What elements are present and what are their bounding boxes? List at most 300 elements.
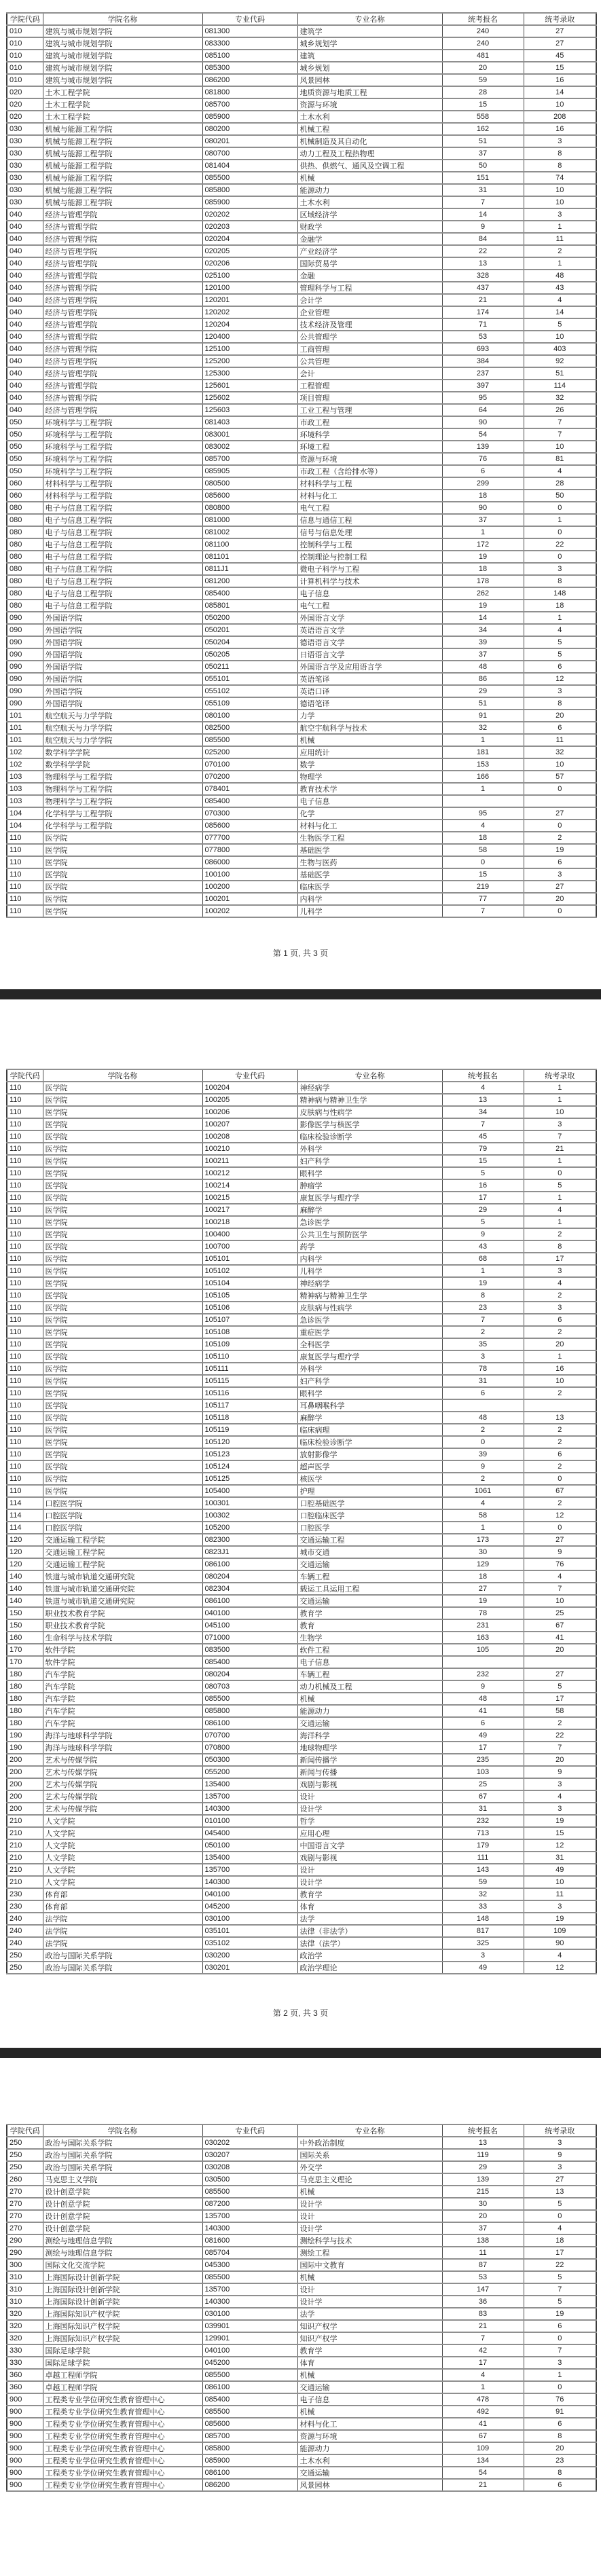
table-row [7, 1546, 596, 1558]
major-name-cell: 公共管理 [297, 355, 442, 367]
table-row [7, 1094, 596, 1106]
admitted-cell: 76 [524, 1558, 596, 1570]
table-row [7, 1350, 596, 1363]
college-name-cell: 国际足球学院 [43, 2344, 202, 2357]
admitted-cell: 21 [524, 1143, 596, 1155]
college-name-cell: 环境科学与工程学院 [43, 441, 202, 453]
applicants-cell: 5 [442, 1167, 524, 1179]
admitted-cell: 19 [524, 1913, 596, 1925]
major-name-cell: 财政学 [297, 221, 442, 233]
college-name-cell: 外国语学院 [43, 685, 202, 697]
table-row [7, 1473, 596, 1485]
applicants-cell: 9 [442, 221, 524, 233]
major-code-cell: 083500 [202, 1644, 297, 1656]
college-name-cell: 医学院 [43, 1399, 202, 1412]
table-row [7, 2210, 596, 2222]
applicants-cell: 22 [442, 245, 524, 257]
table-row [7, 257, 596, 270]
major-code-cell: 140300 [202, 2296, 297, 2308]
table-row [7, 294, 596, 306]
college-code-cell: 040 [7, 221, 43, 233]
table-row [7, 1448, 596, 1460]
major-code-cell: 085100 [202, 50, 297, 62]
college-code-cell: 040 [7, 294, 43, 306]
major-name-cell: 材料科学与工程 [297, 477, 442, 490]
major-code-cell: 045200 [202, 2357, 297, 2369]
college-name-cell: 外国语学院 [43, 697, 202, 710]
admitted-cell: 1 [524, 257, 596, 270]
applicants-cell: 2 [442, 1326, 524, 1338]
admitted-cell: 1 [524, 612, 596, 624]
major-name-cell: 核医学 [297, 1473, 442, 1485]
major-code-cell: 085900 [202, 196, 297, 208]
college-name-cell: 医学院 [43, 1302, 202, 1314]
admitted-cell: 15 [524, 1827, 596, 1839]
college-code-cell: 110 [7, 1302, 43, 1314]
major-name-cell: 车辆工程 [297, 1570, 442, 1583]
major-code-cell: 085905 [202, 465, 297, 477]
applicants-cell: 325 [442, 1937, 524, 1949]
admitted-cell: 4 [524, 294, 596, 306]
major-name-cell: 应用统计 [297, 746, 442, 758]
college-name-cell: 铁道与城市轨道交通研究院 [43, 1570, 202, 1583]
applicants-cell: 237 [442, 367, 524, 380]
major-code-cell: 105107 [202, 1314, 297, 1326]
table-row [7, 1705, 596, 1717]
table-row [7, 196, 596, 208]
table-row [7, 233, 596, 245]
college-code-cell: 104 [7, 820, 43, 832]
applicants-cell: 179 [442, 1839, 524, 1852]
major-code-cell: 085500 [202, 2271, 297, 2283]
admitted-cell: 1 [524, 221, 596, 233]
admitted-cell: 2 [524, 245, 596, 257]
college-code-cell: 110 [7, 1326, 43, 1338]
applicants-cell: 21 [442, 2320, 524, 2332]
college-name-cell: 电子与信息工程学院 [43, 575, 202, 587]
applicants-cell: 37 [442, 514, 524, 526]
admitted-cell: 7 [524, 1583, 596, 1595]
major-name-cell: 电气工程 [297, 502, 442, 514]
major-name-cell: 资源与环境 [297, 2430, 442, 2442]
admitted-cell: 6 [524, 2418, 596, 2430]
major-code-cell: 085300 [202, 62, 297, 74]
applicants-cell: 9 [442, 1680, 524, 1693]
major-code-cell: 070800 [202, 1742, 297, 1754]
major-name-cell: 动力机械及工程 [297, 1680, 442, 1693]
table-row [7, 465, 596, 477]
major-name-cell: 临床检验诊断学 [297, 1436, 442, 1448]
major-name-cell: 地球物理学 [297, 1742, 442, 1754]
college-name-cell: 医学院 [43, 1106, 202, 1118]
table-row [7, 1179, 596, 1192]
applicants-cell: 18 [442, 832, 524, 844]
admitted-cell: 41 [524, 1632, 596, 1644]
table-row [7, 2369, 596, 2381]
major-code-cell: 135400 [202, 1778, 297, 1790]
major-code-cell: 045400 [202, 1827, 297, 1839]
table-row [7, 2296, 596, 2308]
college-code-cell: 110 [7, 1289, 43, 1302]
admitted-cell: 14 [524, 306, 596, 318]
college-code-cell: 110 [7, 1167, 43, 1179]
table-row [7, 2234, 596, 2247]
college-code-cell: 080 [7, 551, 43, 563]
college-code-cell: 110 [7, 1363, 43, 1375]
major-code-cell: 083001 [202, 428, 297, 441]
college-name-cell: 职业技术教育学院 [43, 1607, 202, 1619]
applicants-cell: 39 [442, 636, 524, 648]
admitted-cell: 0 [524, 820, 596, 832]
major-code-cell: 085400 [202, 2393, 297, 2406]
applicants-cell: 31 [442, 184, 524, 196]
table-row [7, 1253, 596, 1265]
major-name-cell: 口腔临床医学 [297, 1509, 442, 1522]
admitted-cell: 10 [524, 184, 596, 196]
admitted-cell: 2 [524, 1228, 596, 1240]
admitted-cell: 32 [524, 392, 596, 404]
table-row [7, 367, 596, 380]
admitted-cell: 27 [524, 881, 596, 893]
college-name-cell: 医学院 [43, 881, 202, 893]
admitted-cell: 15 [524, 62, 596, 74]
admitted-cell: 5 [524, 2271, 596, 2283]
college-name-cell: 材料科学与工程学院 [43, 490, 202, 502]
admitted-cell: 8 [524, 1240, 596, 1253]
college-name-cell: 工程类专业学位研究生教育管理中心 [43, 2418, 202, 2430]
major-name-cell: 风景园林 [297, 2479, 442, 2491]
major-name-cell: 外国语言文学 [297, 612, 442, 624]
applicants-cell: 32 [442, 722, 524, 734]
college-name-cell: 经济与管理学院 [43, 318, 202, 331]
applicants-cell: 4 [442, 1497, 524, 1509]
major-name-cell: 土木水利 [297, 111, 442, 123]
applicants-cell: 14 [442, 208, 524, 221]
major-name-cell: 控制科学与工程 [297, 538, 442, 551]
college-code-cell: 900 [7, 2479, 43, 2491]
college-name-cell: 人文学院 [43, 1864, 202, 1876]
college-code-cell: 110 [7, 1106, 43, 1118]
applicants-cell: 78 [442, 1363, 524, 1375]
major-name-cell: 环境工程 [297, 441, 442, 453]
major-name-cell: 基础医学 [297, 868, 442, 881]
college-name-cell: 环境科学与工程学院 [43, 465, 202, 477]
applicants-cell: 384 [442, 355, 524, 367]
major-name-cell: 机械制造及其自动化 [297, 135, 442, 147]
table-row [7, 2442, 596, 2454]
table-row [7, 538, 596, 551]
applicants-cell: 7 [442, 2332, 524, 2344]
admitted-cell: 26 [524, 404, 596, 416]
college-code-cell: 010 [7, 37, 43, 50]
admitted-cell: 1 [524, 1155, 596, 1167]
applicants-cell: 54 [442, 2467, 524, 2479]
college-code-cell: 210 [7, 1876, 43, 1888]
table-row [7, 893, 596, 905]
admitted-cell [524, 1656, 596, 1668]
major-name-cell: 电子信息 [297, 795, 442, 807]
college-code-cell: 040 [7, 306, 43, 318]
admitted-cell: 2 [524, 1387, 596, 1399]
table-row [7, 612, 596, 624]
applicants-cell: 59 [442, 74, 524, 86]
applicants-cell: 95 [442, 807, 524, 820]
major-name-cell: 妇产科学 [297, 1375, 442, 1387]
major-name-cell: 物理学 [297, 771, 442, 783]
admitted-cell: 23 [524, 2454, 596, 2467]
table-row [7, 1583, 596, 1595]
major-name-cell: 机械 [297, 2186, 442, 2198]
college-code-cell: 270 [7, 2210, 43, 2222]
major-code-cell: 129901 [202, 2332, 297, 2344]
applicants-cell: 235 [442, 1754, 524, 1766]
major-name-cell: 动力工程及工程热物理 [297, 147, 442, 160]
college-name-cell: 医学院 [43, 905, 202, 917]
major-code-cell: 100212 [202, 1167, 297, 1179]
major-code-cell: 020206 [202, 257, 297, 270]
applicants-cell: 16 [442, 1179, 524, 1192]
college-name-cell: 医学院 [43, 1082, 202, 1094]
table-row [7, 1534, 596, 1546]
admitted-cell: 0 [524, 1473, 596, 1485]
major-name-cell: 能源动力 [297, 1705, 442, 1717]
major-name-cell: 城乡规划学 [297, 37, 442, 50]
college-code-cell: 102 [7, 758, 43, 771]
applicants-cell: 15 [442, 98, 524, 111]
major-code-cell: 086100 [202, 1595, 297, 1607]
admitted-cell: 17 [524, 1253, 596, 1265]
major-code-cell: 100210 [202, 1143, 297, 1155]
college-code-cell: 300 [7, 2259, 43, 2271]
college-name-cell: 法学院 [43, 1925, 202, 1937]
admitted-cell: 4 [524, 1570, 596, 1583]
college-code-cell: 040 [7, 392, 43, 404]
applicants-cell: 9 [442, 1460, 524, 1473]
table-row [7, 2430, 596, 2442]
applicants-cell: 41 [442, 2418, 524, 2430]
college-name-cell: 工程类专业学位研究生教育管理中心 [43, 2479, 202, 2491]
table-row [7, 2344, 596, 2357]
college-name-cell: 电子与信息工程学院 [43, 600, 202, 612]
college-code-cell: 210 [7, 1815, 43, 1827]
college-name-cell: 汽车学院 [43, 1717, 202, 1729]
column-header-1: 学院名称 [43, 13, 202, 25]
admitted-cell: 27 [524, 807, 596, 820]
college-code-cell: 040 [7, 355, 43, 367]
major-code-cell: 105115 [202, 1375, 297, 1387]
college-code-cell: 110 [7, 1143, 43, 1155]
applicants-cell [442, 1399, 524, 1412]
major-code-cell: 055102 [202, 685, 297, 697]
table-row [7, 868, 596, 881]
applicants-cell: 1 [442, 2381, 524, 2393]
applicants-cell: 299 [442, 477, 524, 490]
applicants-cell: 240 [442, 25, 524, 37]
college-name-cell: 物理科学与工程学院 [43, 771, 202, 783]
admitted-cell: 6 [524, 856, 596, 868]
college-code-cell: 240 [7, 1913, 43, 1925]
college-code-cell: 360 [7, 2369, 43, 2381]
major-name-cell: 土木水利 [297, 2454, 442, 2467]
major-code-cell: 100211 [202, 1155, 297, 1167]
table-row [7, 624, 596, 636]
major-code-cell: 083002 [202, 441, 297, 453]
college-code-cell: 090 [7, 648, 43, 661]
admitted-cell: 28 [524, 477, 596, 490]
major-name-cell: 金融 [297, 270, 442, 282]
major-name-cell: 机械 [297, 1693, 442, 1705]
college-code-cell: 010 [7, 74, 43, 86]
major-name-cell: 内科学 [297, 893, 442, 905]
table-row [7, 62, 596, 74]
college-code-cell: 080 [7, 526, 43, 538]
college-code-cell: 330 [7, 2344, 43, 2357]
applicants-cell: 437 [442, 282, 524, 294]
admitted-cell: 1 [524, 1082, 596, 1094]
college-code-cell: 090 [7, 612, 43, 624]
table-row [7, 1900, 596, 1913]
college-code-cell: 030 [7, 135, 43, 147]
major-code-cell: 120400 [202, 331, 297, 343]
college-name-cell: 经济与管理学院 [43, 221, 202, 233]
applicants-cell: 25 [442, 1778, 524, 1790]
applicants-cell: 103 [442, 1766, 524, 1778]
applicants-cell: 178 [442, 575, 524, 587]
admitted-cell: 0 [524, 526, 596, 538]
table-row [7, 1680, 596, 1693]
major-name-cell: 微电子科学与工程 [297, 563, 442, 575]
college-name-cell: 电子与信息工程学院 [43, 514, 202, 526]
admitted-cell: 19 [524, 844, 596, 856]
table-row [7, 1424, 596, 1436]
college-code-cell: 110 [7, 1412, 43, 1424]
major-name-cell: 儿科学 [297, 905, 442, 917]
table-row [7, 1485, 596, 1497]
admitted-cell: 1 [524, 2369, 596, 2381]
college-code-cell: 110 [7, 1448, 43, 1460]
applicants-cell: 48 [442, 1693, 524, 1705]
table-row [7, 844, 596, 856]
admitted-cell: 3 [524, 563, 596, 575]
admitted-cell: 16 [524, 74, 596, 86]
major-code-cell: 055200 [202, 1766, 297, 1778]
major-name-cell: 建筑学 [297, 25, 442, 37]
admitted-cell: 20 [524, 710, 596, 722]
major-name-cell: 机械 [297, 172, 442, 184]
college-name-cell: 外国语学院 [43, 661, 202, 673]
admitted-cell: 114 [524, 380, 596, 392]
table-row [7, 2271, 596, 2283]
table-row [7, 2247, 596, 2259]
major-code-cell: 105116 [202, 1387, 297, 1399]
major-name-cell: 国际贸易学 [297, 257, 442, 270]
college-name-cell: 外国语学院 [43, 624, 202, 636]
table-row [7, 1766, 596, 1778]
major-code-cell: 105110 [202, 1350, 297, 1363]
admitted-cell: 1 [524, 1192, 596, 1204]
admitted-cell: 0 [524, 905, 596, 917]
major-code-cell: 100208 [202, 1130, 297, 1143]
applicants-cell: 1 [442, 526, 524, 538]
applicants-cell: 492 [442, 2406, 524, 2418]
admitted-cell: 2 [524, 1460, 596, 1473]
major-name-cell: 信号与信息处理 [297, 526, 442, 538]
college-code-cell: 080 [7, 587, 43, 600]
table-row [7, 697, 596, 710]
table-row [7, 318, 596, 331]
table-row [7, 2186, 596, 2198]
table-row [7, 783, 596, 795]
major-code-cell: 140300 [202, 2222, 297, 2234]
major-code-cell: 085800 [202, 184, 297, 196]
table-row [7, 306, 596, 318]
admitted-cell: 403 [524, 343, 596, 355]
college-name-cell: 口腔医学院 [43, 1522, 202, 1534]
admitted-cell: 45 [524, 50, 596, 62]
major-code-cell: 100201 [202, 893, 297, 905]
major-name-cell: 皮肤病与性病学 [297, 1302, 442, 1314]
college-code-cell: 110 [7, 1228, 43, 1240]
college-code-cell: 040 [7, 318, 43, 331]
admitted-cell: 5 [524, 1179, 596, 1192]
college-name-cell: 医学院 [43, 1118, 202, 1130]
major-name-cell: 能源动力 [297, 184, 442, 196]
college-code-cell: 090 [7, 697, 43, 710]
college-name-cell: 建筑与城市规划学院 [43, 37, 202, 50]
college-code-cell: 320 [7, 2308, 43, 2320]
college-code-cell: 110 [7, 1314, 43, 1326]
college-code-cell: 360 [7, 2381, 43, 2393]
column-header-5: 统考录取 [524, 1069, 596, 1082]
admitted-cell: 0 [524, 1522, 596, 1534]
header-row [7, 1069, 596, 1082]
college-code-cell: 020 [7, 86, 43, 98]
college-name-cell: 医学院 [43, 1094, 202, 1106]
admitted-cell: 90 [524, 1937, 596, 1949]
page-footer-1: 第 1 页, 共 3 页 [272, 949, 329, 958]
major-name-cell: 城乡规划 [297, 62, 442, 74]
major-name-cell: 应用心理 [297, 1827, 442, 1839]
college-name-cell: 工程类专业学位研究生教育管理中心 [43, 2442, 202, 2454]
major-code-cell: 030202 [202, 2137, 297, 2149]
table-row [7, 636, 596, 648]
major-name-cell: 交通运输工程 [297, 1534, 442, 1546]
admitted-cell: 10 [524, 331, 596, 343]
applicants-cell: 64 [442, 404, 524, 416]
college-name-cell: 工程类专业学位研究生教育管理中心 [43, 2406, 202, 2418]
college-code-cell: 200 [7, 1803, 43, 1815]
admitted-cell: 2 [524, 1289, 596, 1302]
applicants-cell: 29 [442, 685, 524, 697]
college-code-cell: 040 [7, 380, 43, 392]
college-name-cell: 经济与管理学院 [43, 208, 202, 221]
admitted-cell: 10 [524, 1876, 596, 1888]
table-row [7, 86, 596, 98]
applicants-cell: 3 [442, 1350, 524, 1363]
major-name-cell: 设计 [297, 1864, 442, 1876]
table-row [7, 795, 596, 807]
applicants-cell: 21 [442, 2479, 524, 2491]
college-code-cell: 050 [7, 428, 43, 441]
table-row [7, 1155, 596, 1167]
major-code-cell: 081101 [202, 551, 297, 563]
college-code-cell: 110 [7, 1387, 43, 1399]
table-row [7, 1754, 596, 1766]
major-name-cell: 设计学 [297, 1876, 442, 1888]
major-name-cell: 机械 [297, 2369, 442, 2381]
major-name-cell: 环境科学 [297, 428, 442, 441]
college-code-cell: 270 [7, 2198, 43, 2210]
